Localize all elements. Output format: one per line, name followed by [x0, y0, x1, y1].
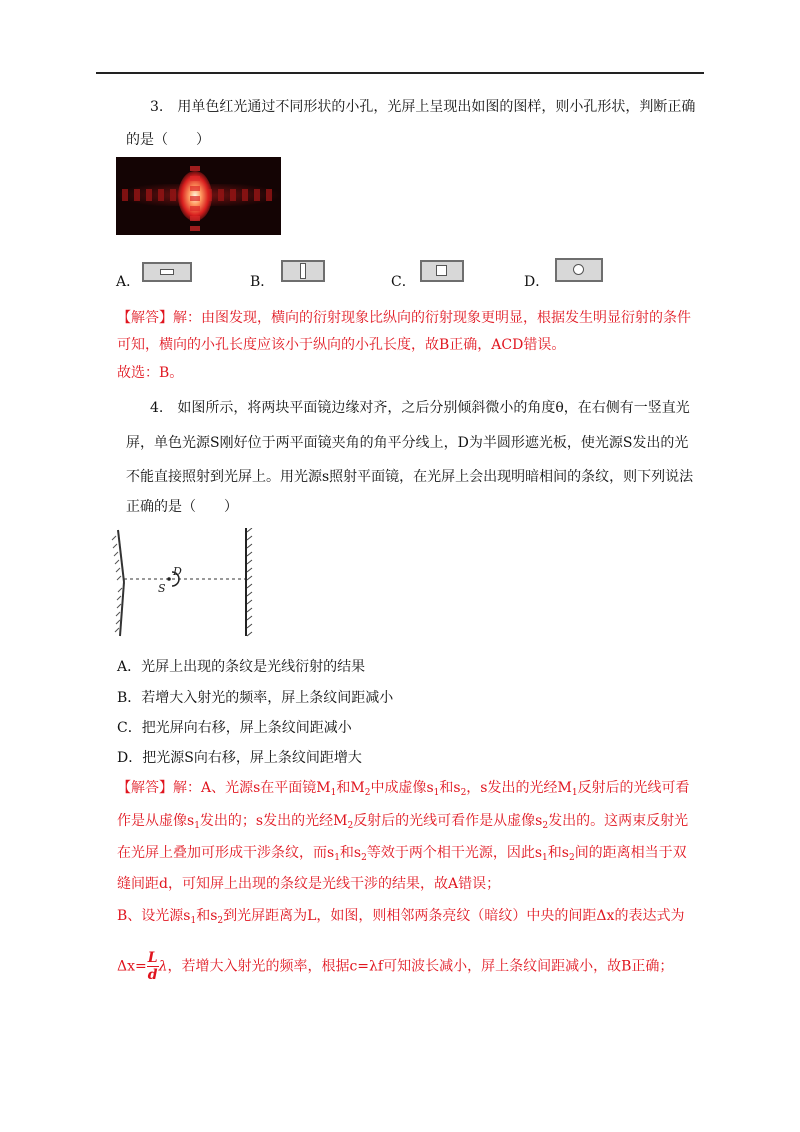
square-hole-icon	[420, 260, 464, 282]
q4-option-a: A．光屏上出现的条纹是光线衍射的结果	[117, 659, 366, 675]
q4-option-c: C．把光屏向右移，屏上条纹间距减小	[117, 720, 352, 736]
slit-horizontal-icon	[142, 262, 192, 282]
q4-stem-line2: 屏，单色光源S刚好位于两平面镜夹角的角平分线上，D为半圆形遮光板，使光源S发出的光	[126, 435, 689, 451]
slit-vertical-icon	[281, 260, 325, 282]
q4-stem-line3: 不能直接照射到光屏上。用光源s照射平面镜，在光屏上会出现明暗相间的条纹，则下列说法	[126, 469, 694, 485]
q3-option-b-label: B．	[250, 274, 275, 290]
diffraction-image	[116, 157, 281, 235]
q4-answer-line1: 【解答】解：A、光源s在平面镜$M_1$和$M_2$中成虚像$s_1$和$s_2$，s发出的光经$M_1$反射后的光线可看	[117, 780, 690, 798]
q4-answer-line4: 缝间距d，可知屏上出现的条纹是光线干涉的结果，故A错误；	[117, 876, 501, 892]
q4-answer-line5: B、设光源$s_1$和$s_2$到光屏距离为L，如图，则相邻两条亮纹（暗纹）中央的间距Δx的表达式为	[117, 908, 685, 926]
q3-stem-line2: 的是（ ）	[126, 132, 210, 148]
q4-answer-line2: 作是从虚像$s_1$发出的；s发出的光经$M_2$反射后的光线可看作是从虚像$s_2$发出的。这两束反射光	[117, 813, 689, 831]
q3-answer-line1: 【解答】解：由图发现，横向的衍射现象比纵向的衍射现象更明显，根据发生明显衍射的条件	[117, 310, 691, 326]
q3-option-a-label: A．	[116, 274, 141, 290]
q3-answer-line2: 可知，横向的小孔长度应该小于纵向的小孔长度，故B正确，ACD错误。	[117, 337, 566, 353]
mirror-diagram	[110, 528, 270, 640]
round-hole-icon	[555, 258, 603, 282]
q3-stem-line1: 3. 用单色红光通过不同形状的小孔，光屏上呈现出如图的图样，则小孔形状，判断正确	[150, 99, 696, 115]
q3-choice: 故选：B。	[117, 365, 184, 381]
fig-label-d: D	[173, 565, 182, 578]
header-rule	[96, 72, 704, 74]
q4-answer-line6: Δx= $\frac{L}{d}$ λ，若增大入射光的频率，根据c=λf可知波长减小，屏上条纹间距减小，故B正确；	[117, 950, 674, 983]
fraction-l-over-d: $\frac{L}{d}$	[147, 950, 158, 983]
q4-option-b: B．若增大入射光的频率，屏上条纹间距减小	[117, 690, 394, 706]
q3-option-d-label: D．	[524, 274, 550, 290]
q3-option-c-label: C．	[391, 274, 416, 290]
q4-option-d: D．把光源S向右移，屏上条纹间距增大	[117, 750, 362, 766]
fig-label-s: S	[158, 582, 166, 595]
q4-answer-line3: 在光屏上叠加可形成干涉条纹，而$s_1$和$s_2$等效于两个相干光源，因此$s_1$和$s_2$间的距离相当于双	[117, 845, 687, 863]
q4-stem-line1: 4. 如图所示，将两块平面镜边缘对齐，之后分别倾斜微小的角度θ，在右侧有一竖直光	[150, 400, 690, 416]
q4-stem-line4: 正确的是（ ）	[126, 499, 238, 515]
